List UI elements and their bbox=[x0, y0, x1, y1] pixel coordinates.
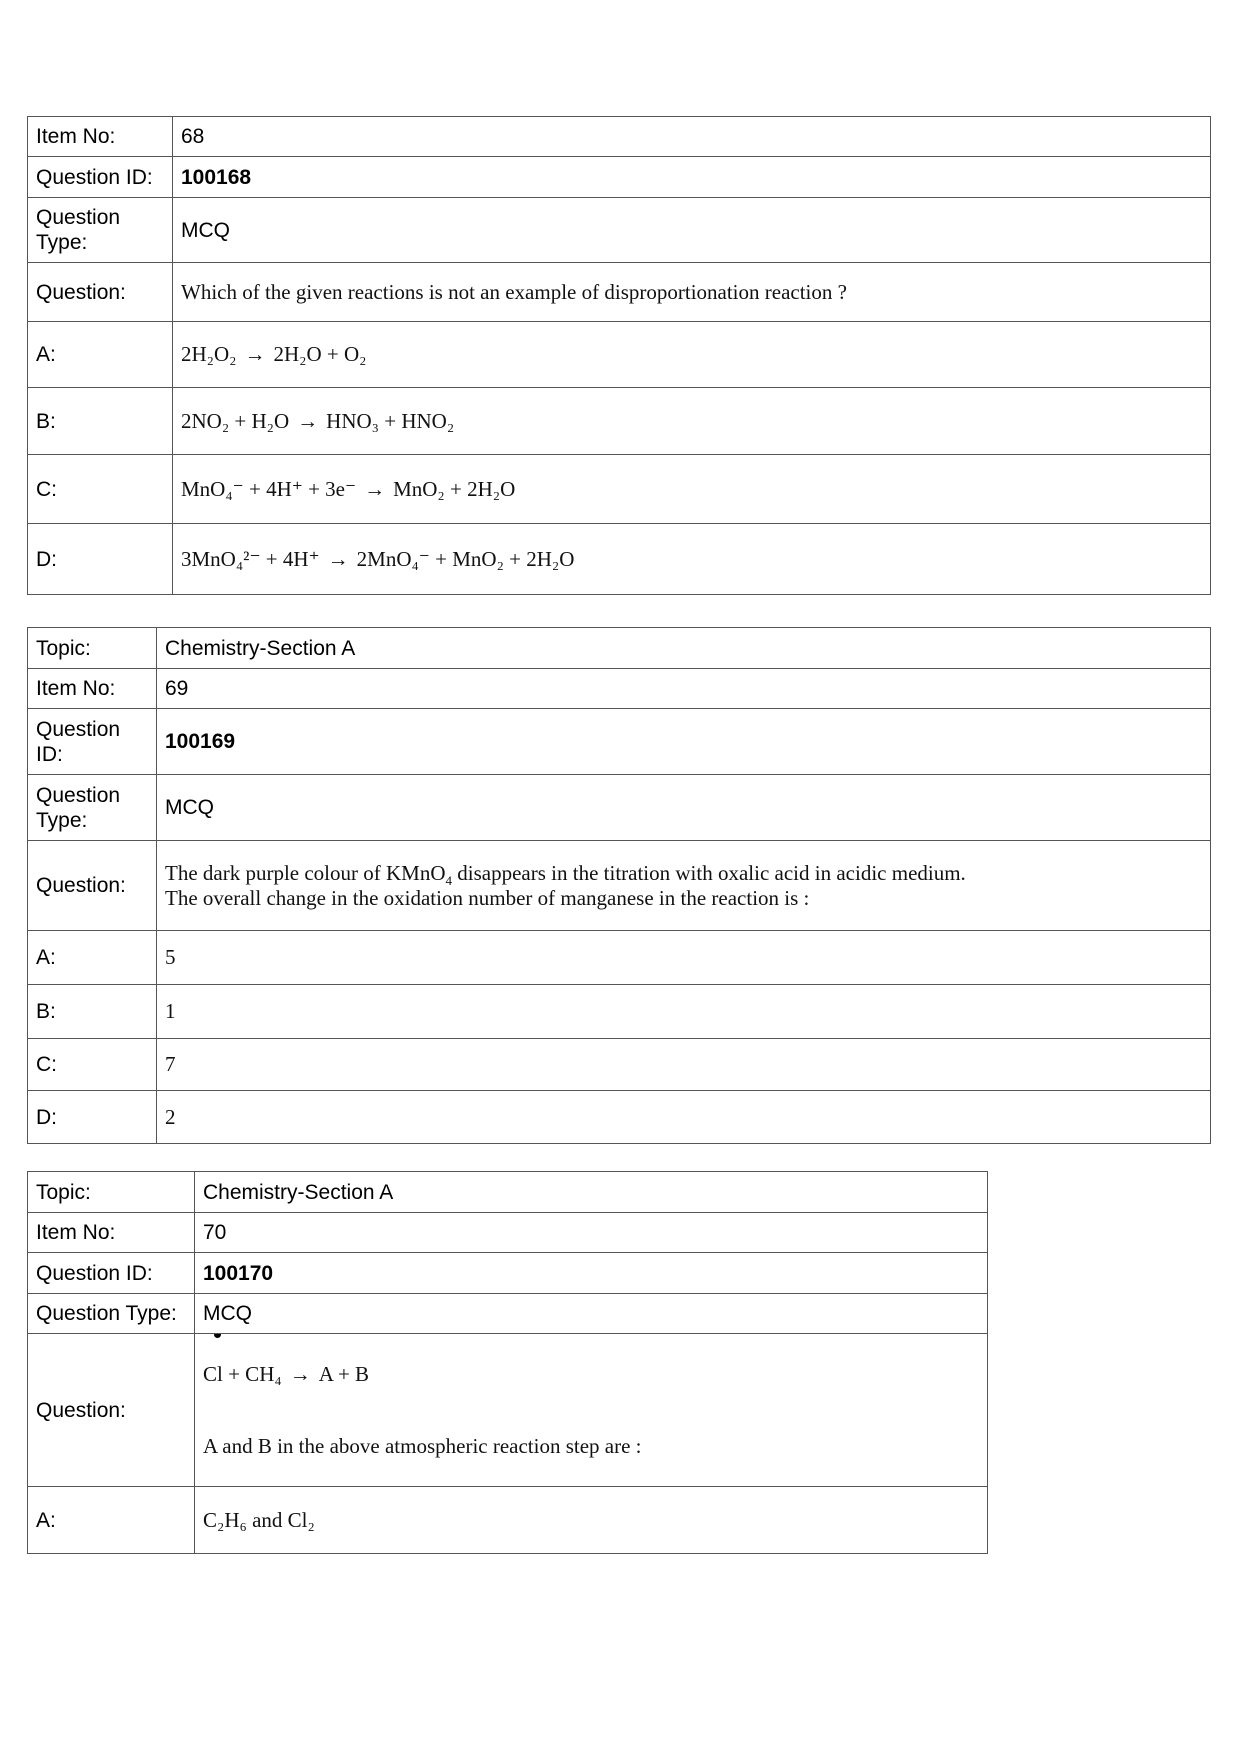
question-line-1-post: disappears in the titration with oxalic acid in acidic medium. bbox=[452, 860, 966, 885]
question-text: Which of the given reactions is not an example of disproportionation reaction ? bbox=[173, 263, 1211, 322]
option-a-label: A: bbox=[28, 322, 173, 388]
item-no-row bbox=[28, 117, 1211, 157]
topic-label: Topic: bbox=[28, 628, 157, 669]
question-id-label bbox=[28, 709, 157, 775]
item-no-label: Item No: bbox=[28, 669, 157, 709]
option-b-equation bbox=[173, 388, 1211, 455]
question-equation bbox=[203, 1338, 979, 1410]
option-a-value: C₂H₆ and Cl₂ bbox=[195, 1487, 988, 1554]
topic-value: Chemistry-Section A bbox=[195, 1172, 988, 1213]
question-type-label-line2: Type: bbox=[36, 808, 88, 832]
question-row bbox=[28, 263, 1211, 322]
question-type-label bbox=[28, 198, 173, 263]
arrow-icon: → bbox=[364, 476, 386, 501]
option-d-row bbox=[28, 1091, 1211, 1144]
option-b-label: B: bbox=[28, 388, 173, 455]
question-id-value: 100168 bbox=[173, 157, 1211, 198]
item-no-row bbox=[28, 669, 1211, 709]
option-c-row bbox=[28, 455, 1211, 524]
question-id-label-line2: ID: bbox=[36, 742, 63, 766]
arrow-icon: → bbox=[297, 408, 319, 433]
option-a-equation bbox=[173, 322, 1211, 388]
option-b-row bbox=[28, 985, 1211, 1039]
item-no-label: Item No: bbox=[28, 1213, 195, 1253]
option-b-lhs: 2NO₂ + H₂O bbox=[181, 408, 290, 433]
question-content bbox=[195, 1334, 988, 1487]
arrow-icon: → bbox=[289, 1362, 311, 1386]
option-d-row bbox=[28, 524, 1211, 595]
option-d-label: D: bbox=[28, 524, 173, 595]
option-a-row bbox=[28, 931, 1211, 985]
option-a-label: A: bbox=[28, 931, 157, 985]
question-type-label: Question Type: bbox=[28, 1294, 195, 1334]
option-c-value: 7 bbox=[157, 1039, 1211, 1091]
item-no-value: 68 bbox=[173, 117, 1211, 157]
question-type-row bbox=[28, 198, 1211, 263]
question-type-value: MCQ bbox=[173, 198, 1211, 263]
question-type-row bbox=[28, 775, 1211, 841]
question-type-label bbox=[28, 775, 157, 841]
option-c-row bbox=[28, 1039, 1211, 1091]
topic-value: Chemistry-Section A bbox=[157, 628, 1211, 669]
question-type-label-line1: Question bbox=[36, 783, 121, 807]
option-c-equation bbox=[173, 455, 1211, 524]
option-a-row bbox=[28, 322, 1211, 388]
option-c-label: C: bbox=[28, 455, 173, 524]
topic-row bbox=[28, 628, 1211, 669]
option-c-lhs: MnO₄⁻ + 4H⁺ + 3e⁻ bbox=[181, 476, 357, 501]
option-b-rhs: HNO₃ + HNO₂ bbox=[326, 408, 455, 433]
option-b-label: B: bbox=[28, 985, 157, 1039]
question-text: A and B in the above atmospheric reaction step are : bbox=[203, 1434, 642, 1458]
question-type-value: MCQ bbox=[195, 1294, 988, 1334]
option-c-rhs: MnO₂ + 2H₂O bbox=[393, 476, 516, 501]
option-d-rhs: 2MnO₄⁻ + MnO₂ + 2H₂O bbox=[356, 546, 575, 571]
question-line-1-sub: 4 bbox=[445, 872, 453, 888]
question-eq-rhs: A + B bbox=[318, 1362, 370, 1386]
option-c-label: C: bbox=[28, 1039, 157, 1091]
option-b-value: 1 bbox=[157, 985, 1211, 1039]
question-69-table bbox=[27, 627, 1211, 1144]
arrow-icon: → bbox=[327, 546, 349, 571]
item-no-value: 69 bbox=[157, 669, 1211, 709]
option-a-rhs: 2H₂O + O₂ bbox=[273, 342, 367, 366]
option-a-lhs: 2H₂O₂ bbox=[181, 342, 237, 366]
item-no-row bbox=[28, 1213, 988, 1253]
option-a-value: 5 bbox=[157, 931, 1211, 985]
radical-dot-icon bbox=[203, 1338, 282, 1410]
option-b-row bbox=[28, 388, 1211, 455]
question-id-value: 100170 bbox=[195, 1253, 988, 1294]
question-row bbox=[28, 841, 1211, 931]
option-d-equation bbox=[173, 524, 1211, 595]
question-70-table bbox=[27, 1171, 988, 1554]
option-a-label: A: bbox=[28, 1487, 195, 1554]
question-line-1 bbox=[165, 861, 1202, 886]
question-type-row bbox=[28, 1294, 988, 1334]
question-label: Question: bbox=[28, 1334, 195, 1487]
question-label: Question: bbox=[28, 263, 173, 322]
item-no-label: Item No: bbox=[28, 117, 173, 157]
question-id-row bbox=[28, 1253, 988, 1294]
question-text bbox=[157, 841, 1211, 931]
question-id-row bbox=[28, 709, 1211, 775]
question-type-label-line1: Question bbox=[36, 206, 121, 229]
question-label: Question: bbox=[28, 841, 157, 931]
option-d-label: D: bbox=[28, 1091, 157, 1144]
question-id-label: Question ID: bbox=[28, 157, 173, 198]
arrow-icon: → bbox=[244, 342, 266, 366]
question-id-label-line1: Question bbox=[36, 717, 121, 741]
question-type-value: MCQ bbox=[157, 775, 1211, 841]
question-line-1-pre: The dark purple colour of KMnO bbox=[165, 860, 446, 885]
option-d-value: 2 bbox=[157, 1091, 1211, 1144]
question-line-2: The overall change in the oxidation number of manganese in the reaction is : bbox=[165, 885, 810, 910]
question-id-row bbox=[28, 157, 1211, 198]
topic-row bbox=[28, 1172, 988, 1213]
question-type-label-line2: Type: bbox=[36, 231, 88, 254]
question-68-table bbox=[27, 116, 1211, 595]
question-id-label: Question ID: bbox=[28, 1253, 195, 1294]
question-eq-lhs: Cl + CH₄ bbox=[203, 1362, 282, 1386]
item-no-value: 70 bbox=[195, 1213, 988, 1253]
question-row bbox=[28, 1334, 988, 1487]
topic-label: Topic: bbox=[28, 1172, 195, 1213]
option-d-lhs: 3MnO₄²⁻ + 4H⁺ bbox=[181, 546, 320, 571]
question-id-value: 100169 bbox=[157, 709, 1211, 775]
option-a-row bbox=[28, 1487, 988, 1554]
